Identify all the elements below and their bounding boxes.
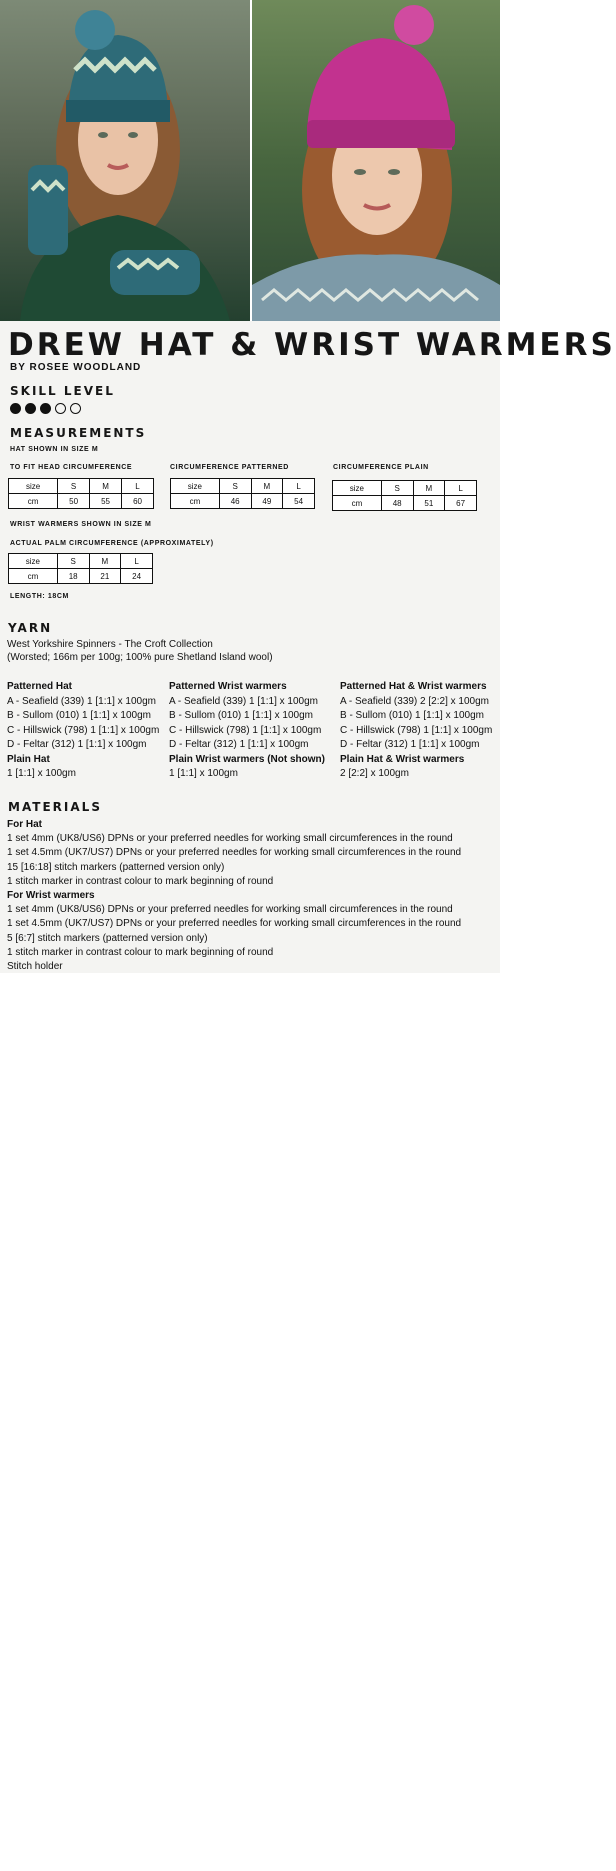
skill-dot-empty [55,403,66,414]
yarn-line: 1 [1:1] x 100gm [169,768,238,779]
circumference-plain-table [332,480,477,511]
yarn-line: C - Hillswick (798) 1 [1:1] x 100gm [169,724,322,736]
table-cell: 54 [283,494,315,509]
table-row [171,494,315,509]
table-cell: 50 [58,494,90,509]
table-cell: 67 [445,496,477,511]
yarn-line: D - Feltar (312) 1 [1:1] x 100gm [340,739,480,750]
yarn-line: A - Seafield (339) 1 [1:1] x 100gm [169,695,318,707]
yarn-column-title: Patterned Hat & Wrist warmers [340,681,487,692]
table-caption: ACTUAL PALM CIRCUMFERENCE (APPROXIMATELY) [10,540,214,547]
table-row [9,569,153,584]
materials-line: 1 set 4mm (UK8/US6) DPNs or your preferred needles for working small circumferences in the round [7,904,453,916]
table-row [9,494,154,509]
skill-dot-empty [70,403,81,414]
teal-hat-illustration [0,0,250,321]
table-cell: cm [333,496,382,511]
skill-dot-filled [10,403,21,414]
skill-dot-filled [25,403,36,414]
table-cell: size [9,479,58,494]
materials-subheading: For Wrist warmers [7,890,95,902]
materials-line: 1 set 4.5mm (UK7/US7) DPNs or your preferred needles for working small circumferences in the round [7,847,462,859]
table-cell: size [171,479,220,494]
table-row [333,481,477,496]
yarn-heading: YARN [8,621,53,635]
yarn-column-title: Patterned Hat [7,681,73,692]
yarn-line: 1 [1:1] x 100gm [7,768,76,779]
table-cell: S [381,481,413,496]
materials-line: 5 [6:7] stitch markers (patterned version only) [7,932,208,944]
table-cell: S [219,479,251,494]
table-cell: cm [171,494,220,509]
table-cell: M [251,479,283,494]
circumference-patterned-table [170,478,315,509]
yarn-line: B - Sullom (010) 1 [1:1] x 100gm [340,710,484,721]
palm-circumference-table [8,553,153,584]
yarn-line: B - Sullom (010) 1 [1:1] x 100gm [7,710,151,721]
byline: BY ROSEE WOODLAND [10,362,142,373]
table-cell: L [445,481,477,496]
materials-line: Stitch holder [7,961,63,973]
photo-pink-hat-model [252,0,500,321]
yarn-column-title: Plain Wrist warmers (Not shown) [169,753,325,765]
table-row [9,479,154,494]
materials-line: 1 stitch marker in contrast colour to mark beginning of round [7,946,274,958]
table-cell: 46 [219,494,251,509]
yarn-line: A - Seafield (339) 1 [1:1] x 100gm [7,695,156,707]
yarn-column-title: Plain Hat & Wrist warmers [340,753,465,765]
yarn-line: West Yorkshire Spinners - The Croft Collection [7,639,213,650]
table-cell: L [121,554,153,569]
materials-line: 1 stitch marker in contrast colour to mark beginning of round [7,875,274,887]
pink-hat-illustration [252,0,500,321]
table-cell: size [333,481,382,496]
table-cell: M [89,554,121,569]
hat-shown-size: HAT SHOWN IN SIZE M [10,446,99,453]
skill-dot-filled [40,403,51,414]
table-cell: 48 [381,496,413,511]
table-cell: M [413,481,445,496]
table-cell: M [90,479,122,494]
table-cell: size [9,554,58,569]
yarn-line: B - Sullom (010) 1 [1:1] x 100gm [169,710,313,721]
table-caption: TO FIT HEAD CIRCUMFERENCE [10,464,133,471]
table-cell: cm [9,569,58,584]
skill-level-heading: SKILL LEVEL [10,384,115,398]
table-cell: 49 [251,494,283,509]
materials-line: 1 set 4.5mm (UK7/US7) DPNs or your preferred needles for working small circumferences in the round [7,918,462,930]
hero-photos [0,0,500,321]
materials-line: 15 [16:18] stitch markers (patterned version only) [7,861,225,873]
photo-teal-hat-model [0,0,250,321]
materials-line: 1 set 4mm (UK8/US6) DPNs or your preferred needles for working small circumferences in the round [7,833,453,845]
table-cell: S [58,479,90,494]
table-cell: cm [9,494,58,509]
table-cell: 51 [413,496,445,511]
yarn-line: A - Seafield (339) 2 [2:2] x 100gm [340,695,489,707]
yarn-column-hat-and-wrist-warmers [340,680,492,782]
table-cell: L [122,479,154,494]
yarn-column-patterned-hat [7,680,159,782]
table-caption: CIRCUMFERENCE PLAIN [333,464,429,471]
yarn-column-title: Patterned Wrist warmers [169,681,287,692]
table-cell: S [57,554,89,569]
table-cell: L [283,479,315,494]
yarn-line: C - Hillswick (798) 1 [1:1] x 100gm [7,724,160,736]
head-circumference-table [8,478,154,509]
measurements-heading: MEASUREMENTS [10,426,147,440]
table-row [9,554,153,569]
table-cell: 60 [122,494,154,509]
table-cell: 24 [121,569,153,584]
table-cell: 21 [89,569,121,584]
yarn-line: 2 [2:2] x 100gm [340,768,409,779]
table-cell: 18 [57,569,89,584]
table-row [171,479,315,494]
materials-list [7,818,461,974]
skill-level-dots [10,403,81,414]
yarn-column-title: Plain Hat [7,753,50,765]
length-note: LENGTH: 18CM [10,593,69,600]
table-row [333,496,477,511]
yarn-line: D - Feltar (312) 1 [1:1] x 100gm [169,739,309,750]
table-cell: 55 [90,494,122,509]
page-title: DREW HAT & WRIST WARMERS [8,327,616,363]
yarn-line: C - Hillswick (798) 1 [1:1] x 100gm [340,724,493,736]
yarn-line: (Worsted; 166m per 100g; 100% pure Shetland Island wool) [7,652,273,663]
materials-heading: MATERIALS [8,800,102,814]
blank-area [0,973,500,1871]
wrist-warmers-shown-size: WRIST WARMERS SHOWN IN SIZE M [10,521,152,528]
yarn-column-patterned-wrist-warmers [169,680,325,782]
yarn-line: D - Feltar (312) 1 [1:1] x 100gm [7,739,147,750]
table-caption: CIRCUMFERENCE PATTERNED [170,464,289,471]
materials-subheading: For Hat [7,819,42,830]
